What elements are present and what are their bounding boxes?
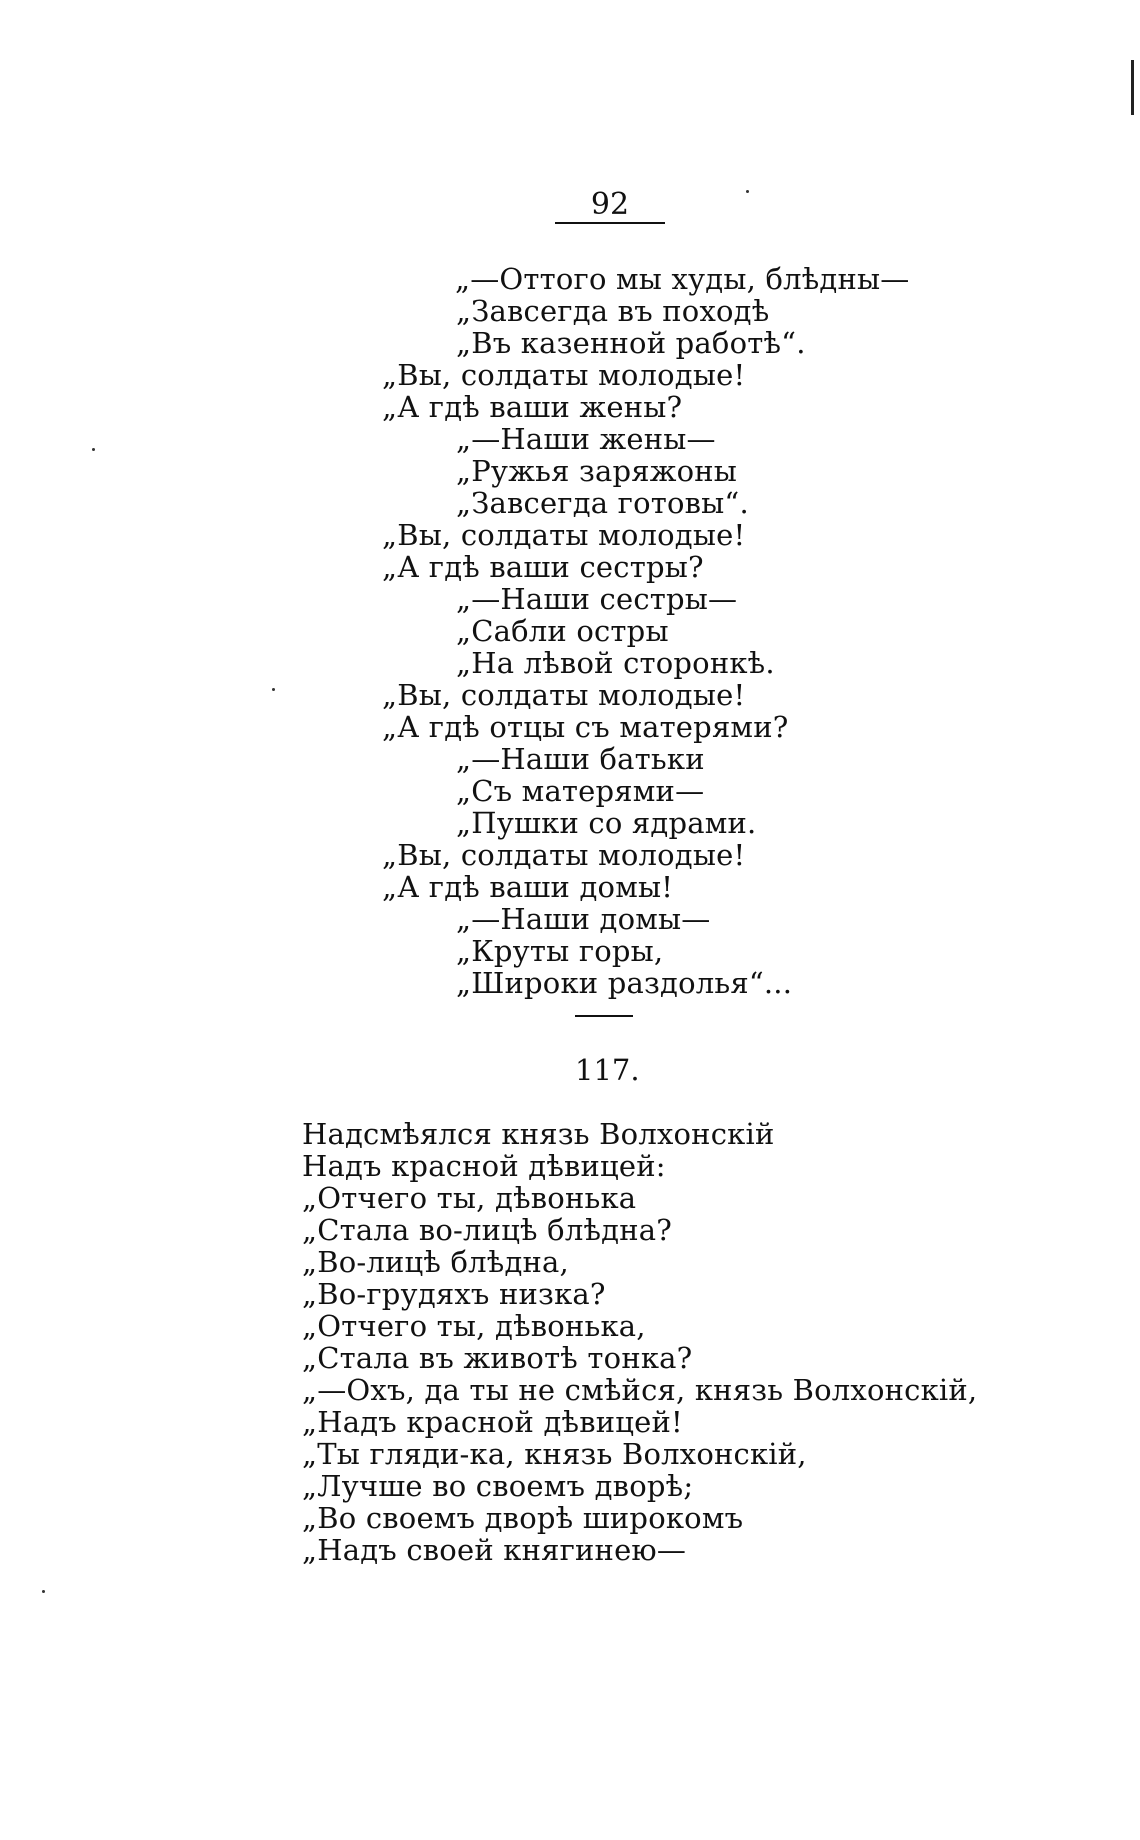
poem-line: Надъ красной дѣвицей: bbox=[302, 1149, 666, 1183]
section-divider bbox=[575, 1015, 633, 1017]
poem-line: „Широки раздолья“... bbox=[456, 966, 793, 1000]
poem-line: „Вы, солдаты молодые! bbox=[382, 838, 746, 872]
poem-line: „Ружья заряжоны bbox=[456, 454, 738, 488]
poem-line: „Надъ своей княгинею— bbox=[302, 1533, 687, 1567]
poem-line: Надсмѣялся князь Волхонскій bbox=[302, 1117, 775, 1151]
poem-line: „А гдѣ ваши жены? bbox=[382, 390, 683, 424]
poem-line: „А гдѣ ваши сестры? bbox=[382, 550, 704, 584]
poem-line: „—Наши жены— bbox=[456, 422, 716, 456]
poem-line: „Сабли остры bbox=[456, 614, 669, 648]
poem-line: „Вы, солдаты молодые! bbox=[382, 358, 746, 392]
page-number bbox=[555, 188, 665, 222]
scan-speck bbox=[42, 1590, 45, 1593]
poem-line: „На лѣвой сторонкѣ. bbox=[456, 646, 775, 680]
poem-line: „Съ матерями— bbox=[456, 774, 705, 808]
scan-speck bbox=[272, 688, 275, 691]
poem-line: „Надъ красной дѣвицей! bbox=[302, 1405, 683, 1439]
section-number: 117. bbox=[575, 1053, 640, 1087]
poem-line: „—Наши сестры— bbox=[456, 582, 738, 616]
poem-line: „Круты горы, bbox=[456, 934, 664, 968]
poem-line: „Пушки со ядрами. bbox=[456, 806, 757, 840]
poem-line: „—Охъ, да ты не смѣйся, князь Волхонскій, bbox=[302, 1373, 978, 1407]
poem-line: „—Наши домы— bbox=[456, 902, 711, 936]
poem-line: „Завсегда въ походѣ bbox=[456, 294, 770, 328]
poem-line: „Отчего ты, дѣвонька bbox=[302, 1181, 637, 1215]
poem-line: „—Оттого мы худы, блѣдны— bbox=[455, 262, 910, 296]
poem-line: „Стала въ животѣ тонка? bbox=[302, 1341, 693, 1375]
poem-line: „Во-грудяхъ низка? bbox=[302, 1277, 606, 1311]
poem-line: „Отчего ты, дѣвонька, bbox=[302, 1309, 646, 1343]
poem-line: „Въ казенной работѣ“. bbox=[456, 326, 806, 360]
poem-line: „А гдѣ ваши домы! bbox=[382, 870, 674, 904]
poem-line: „Вы, солдаты молодые! bbox=[382, 678, 746, 712]
poem-line: „Ты гляди-ка, князь Волхонскій, bbox=[302, 1437, 807, 1471]
page-number-rule bbox=[555, 222, 665, 224]
poem-line: „А гдѣ отцы съ матерями? bbox=[382, 710, 789, 744]
scan-speck bbox=[746, 190, 749, 193]
poem-line: „Во своемъ дворѣ широкомъ bbox=[302, 1501, 744, 1535]
poem-line: „—Наши батьки bbox=[456, 742, 705, 776]
page-edge-mark bbox=[1131, 60, 1134, 115]
poem-line: „Стала во-лицѣ блѣдна? bbox=[302, 1213, 672, 1247]
poem-line: „Лучше во своемъ дворѣ; bbox=[302, 1469, 694, 1503]
scan-speck bbox=[92, 448, 95, 451]
poem-line: „Завсегда готовы“. bbox=[456, 486, 749, 520]
poem-line: „Вы, солдаты молодые! bbox=[382, 518, 746, 552]
page-number-text: 92 bbox=[590, 187, 630, 222]
poem-line: „Во-лицѣ блѣдна, bbox=[302, 1245, 569, 1279]
